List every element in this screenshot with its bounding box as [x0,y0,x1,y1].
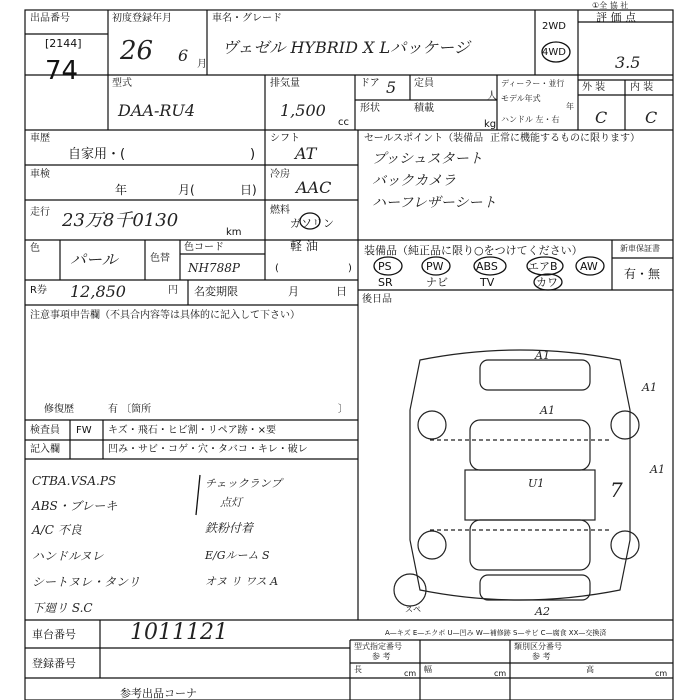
displacement-value: 1,500 [280,101,326,120]
damage-mark: A1 [535,349,550,362]
shift-label: シフト [270,133,300,144]
notes-label: 注意事項申告欄（不具合内容等は具体的に記入して下さい） [30,310,300,321]
displacement-label: 排気量 [270,78,300,89]
warranty-label: 新車保証書 [620,244,660,253]
kg-unit: kg [484,119,497,130]
inspection-day: 日) [240,183,257,197]
model-year-label: モデル年式 [501,94,541,103]
equip-airbag: エアB [528,260,558,273]
capacity-unit: 人 [487,91,497,102]
repair-label: 修復歴 [44,404,74,415]
fuel-paren-open: ( [275,263,279,274]
first-reg-label: 初度登録年月 [112,13,172,24]
door-label: ドア [360,78,380,89]
form-ref-label: 参 考 [372,652,391,661]
damage-mark: A1 [642,381,657,394]
load-label: 積載 [414,103,434,114]
equip-navi: ナビ [426,276,448,289]
grade-value: 3.5 [615,53,641,72]
damage-codes-1: キズ・飛石・ヒビ割・リペア跡・×要 [108,425,276,436]
handwritten-right: E/Gルーム S [205,549,270,562]
damage-codes-2: 凹み・サビ・コゲ・穴・タバコ・キレ・破レ [108,444,308,455]
type-value: DAA-RU4 [118,101,196,120]
handwritten-note: ABS・ブレーキ [32,499,118,513]
writer-label: 記入欄 [30,444,60,455]
warranty-value: 有・無 [624,267,661,281]
width-unit: cm [494,669,507,678]
damage-mark: U1 [528,477,545,490]
repair-close: 〕 [338,404,348,415]
capacity-label: 定員 [414,78,434,89]
repair-value: 有 〔箇所 [108,404,152,415]
equip-aw: AW [580,260,598,273]
handle-label: ハンドル 左・右 [501,115,560,124]
form-type-label: 型式指定番号 [354,642,402,651]
mileage-label: 走行 [30,207,50,218]
ac-value: AAC [296,178,332,197]
damage-legend: A—キズ E—エクボ U—凹み W—補修跡 S—サビ C—腐食 XX—交換済 [385,629,607,637]
type-label: 型式 [112,78,132,89]
color-code-value: NH788P [188,261,240,275]
deadline-day: 日 [336,285,347,298]
equipment-label: 装備品（純正品に限り○をつけてください） [364,244,583,257]
drive-4wd: 4WD [542,47,566,58]
first-reg-month: 6 [178,46,189,65]
inspection-month: 月( [178,183,195,197]
fuel-gasoline: ガソリン [290,217,334,230]
grade-label: 評 価 点 [596,11,636,24]
handwritten-note: CTBA.VSA.PS [32,474,117,488]
inspection-year: 年 [115,183,128,197]
chassis-value: 1011121 [130,620,228,645]
door-value: 5 [386,78,397,97]
damage-mark: A2 [535,605,550,618]
form-ref2-label: 参 考 [532,652,551,661]
equip-kawa: カワ [536,276,558,289]
lot-code: [2144] [45,37,82,50]
model-value: ヴェゼル HYBRID X Lパッケージ [222,38,470,57]
color-change-label: 色替 [150,253,170,264]
handwritten-note: 下廻リ S.C [32,601,93,615]
history-close: ) [250,147,256,162]
height-unit: cm [655,669,668,678]
fw-label: FW [76,425,92,436]
lot-label: 出品番号 [30,13,70,24]
damage-mark: A1 [650,463,665,476]
interior-label: 内 装 [630,82,654,93]
handwritten-right: チェックランプ [205,477,282,490]
interior-value: C [645,108,658,127]
year-unit: 年 [566,102,574,111]
deadline-month: 月 [288,285,299,298]
top-right-text: ①全 協 社 [592,1,629,10]
fuel-label: 燃料 [270,205,290,216]
shift-value: AT [295,144,317,163]
rear-items-label: 後日品 [362,294,392,305]
damage-mark: A1 [540,404,555,417]
handwritten-right: 鉄粉付着 [205,521,254,535]
r-tax-value: 12,850 [70,282,126,301]
color-value: パール [70,250,118,269]
km-unit: km [226,227,242,238]
equip-tv: TV [480,276,495,289]
model-label: 車名・グレード [212,13,282,24]
inspection-label: 車検 [30,169,50,180]
color-label: 色 [30,243,40,254]
chassis-label: 車台番号 [32,628,76,641]
mileage-value: 23万8千0130 [62,210,179,231]
history-value: 自家用・( [68,147,126,162]
sales-point: プッシュスタート [372,151,483,167]
handwritten-note: ハンドルヌレ [32,549,104,563]
drive-2wd: 2WD [542,21,566,32]
form-class-label: 類別区分番号 [514,642,562,651]
handwritten-note: A/C 不良 [32,523,82,537]
cc-unit: cc [338,117,349,128]
exterior-label: 外 装 [582,82,606,93]
sales-point: バックカメラ [372,173,456,189]
car-damage-diagram [394,350,639,606]
exterior-value: C [595,108,608,127]
handwritten-right: 点灯 [220,496,242,509]
handwritten-right: オヌ リ ワス A [205,575,279,588]
equip-ps: PS [378,260,392,273]
equip-sr: SR [378,276,393,289]
sales-label: セールスポイント（装備品 [364,133,484,144]
sales-point: ハーフレザーシート [372,195,497,211]
inspector-label: 検査員 [30,425,60,436]
ac-label: 冷房 [270,169,290,180]
spare-label: スペ [405,605,421,614]
shape-label: 形状 [360,103,380,114]
r-tax-label: R券 [30,285,47,296]
color-code-label: 色コード [184,242,224,253]
change-deadline-label: 名変期限 [194,285,238,298]
equip-abs: ABS [476,260,498,273]
fuel-paren-close: ) [348,263,352,274]
registration-label: 登録番号 [32,657,76,670]
lot-number: 74 [45,56,79,86]
yen-unit: 円 [168,285,178,296]
history-label: 車歴 [30,133,50,144]
month-unit: 月 [197,59,207,70]
width-label: 幅 [424,665,432,674]
handwritten-note: シートヌレ・タンリ [32,575,141,589]
dealer-label: ディーラー・並行 [501,79,565,88]
reference-corner-label: 参考出品コーナ [120,687,197,700]
damage-mark-7: 7 [610,478,623,502]
first-reg-year: 26 [120,36,154,66]
length-unit: cm [404,669,417,678]
fuel-diesel: 軽 油 [290,239,318,253]
height-label: 高 [586,665,594,674]
sales-note: 正常に機能するものに限ります） [490,133,640,144]
length-label: 長 [354,665,362,674]
equip-pw: PW [426,260,444,273]
